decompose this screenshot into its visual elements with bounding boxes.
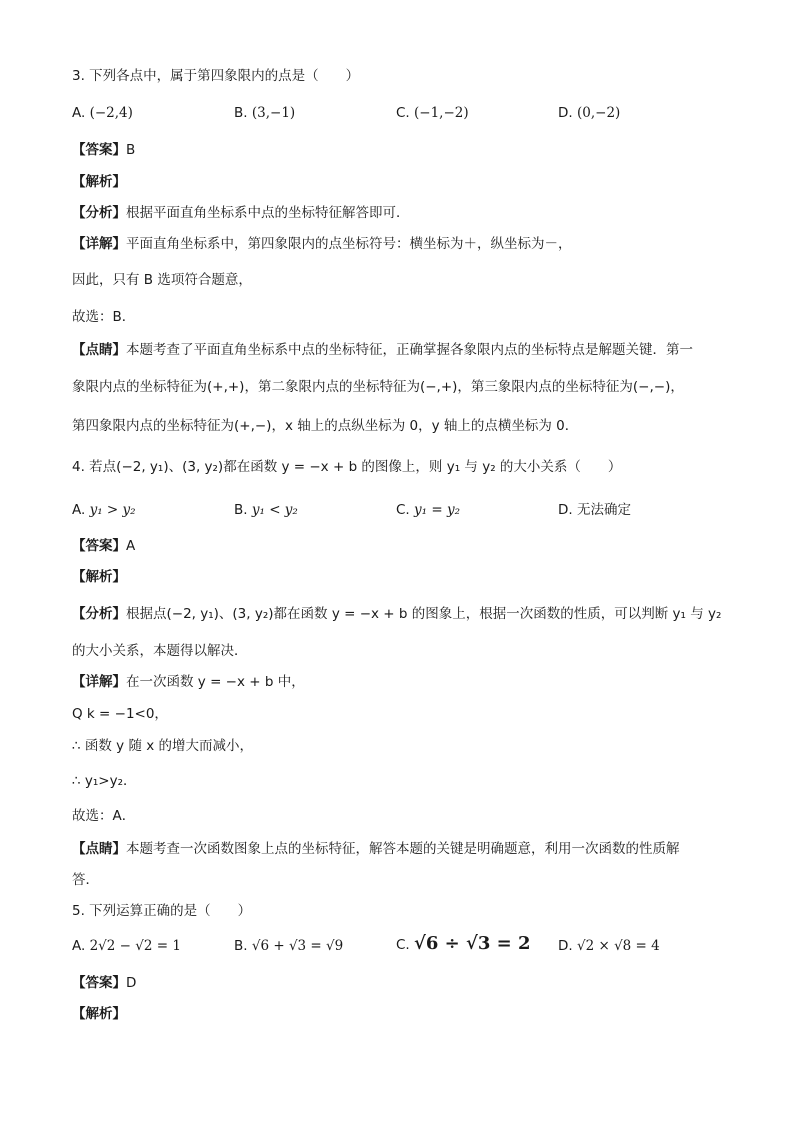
answer-tag: 【答案】 — [72, 975, 126, 991]
option-letter: B. — [234, 938, 248, 954]
q3-answer — [72, 140, 732, 160]
fenxi-tag: 【分析】 — [72, 205, 126, 221]
option-value: (3,−1) — [251, 105, 296, 121]
q4-answer — [72, 536, 732, 556]
q4-option-c[interactable] — [396, 500, 460, 520]
q4-step3: ∴ y₁>y₂． — [72, 773, 137, 789]
q4-fenxi-1 — [72, 604, 732, 624]
dianjing-tag: 【点睛】 — [72, 342, 126, 358]
answer-value: B — [126, 142, 136, 158]
option-letter: C. — [396, 105, 410, 121]
q5-answer — [72, 973, 732, 993]
q4-option-b[interactable] — [234, 500, 298, 520]
q3-dianjing-3: 第四象限内点的坐标特征为(+,−)，x 轴上的点纵坐标为 0，y 轴上的点横坐标为 0． — [72, 418, 579, 434]
fenxi-text: 根据平面直角坐标系中点的坐标特征解答即可． — [126, 205, 410, 221]
q3-fenxi — [72, 203, 732, 223]
option-value: 无法确定 — [576, 502, 631, 518]
option-value: √2 × √8 = 4 — [576, 938, 660, 954]
answer-tag: 【答案】 — [72, 538, 126, 554]
option-value: (−2,4) — [89, 105, 133, 121]
q3-jiexi-tag — [72, 172, 732, 192]
q5-option-c[interactable] — [396, 934, 530, 955]
q3-option-a[interactable] — [72, 103, 133, 123]
q3-line2: 因此，只有 B 选项符合题意， — [72, 272, 252, 288]
option-value: (0,−2) — [576, 105, 621, 121]
xiangjie-text: 在一次函数 y = −x + b 中， — [126, 674, 305, 690]
answer-value: A — [126, 538, 136, 554]
q4-stem: 4. 若点(−2, y₁)、(3, y₂)都在函数 y = −x + b 的图像上，则 y₁ 与 y₂ 的大小关系（ ） — [72, 459, 622, 475]
q5-option-d[interactable] — [558, 936, 660, 956]
q4-choose: 故选：A． — [72, 808, 136, 824]
option-letter: C. — [396, 937, 410, 953]
option-letter: B. — [234, 105, 248, 121]
option-value: √6 ÷ √3 = 2 — [414, 933, 531, 954]
option-letter: D. — [558, 502, 573, 518]
q3-xiangjie — [72, 234, 732, 254]
option-letter: A. — [72, 105, 86, 121]
xiangjie-tag: 【详解】 — [72, 674, 126, 690]
q3-dianjing-1 — [72, 340, 732, 360]
dianjing-text: 本题考查一次函数图象上点的坐标特征，解答本题的关键是明确题意，利用一次函数的性质解 — [126, 841, 680, 857]
option-letter: A. — [72, 938, 86, 954]
option-value: √6 + √3 = √9 — [251, 938, 344, 954]
q4-dianjing-2: 答． — [72, 872, 99, 888]
fenxi-text: 根据点(−2, y₁)、(3, y₂)都在函数 y = −x + b 的图象上，根据一次函数的性质，可以判断 y₁ 与 y₂ — [126, 606, 722, 622]
fenxi-tag: 【分析】 — [72, 606, 126, 622]
jiexi-tag: 【解析】 — [72, 569, 126, 585]
option-value: y₁ = y₂ — [414, 502, 460, 518]
option-letter: D. — [558, 105, 573, 121]
q4-option-a[interactable] — [72, 500, 136, 520]
q3-dianjing-2: 象限内点的坐标特征为(+,+)，第二象限内点的坐标特征为(−,+)，第三象限内点的坐标特征为(−,−)， — [72, 379, 684, 395]
answer-tag: 【答案】 — [72, 142, 126, 158]
q4-dianjing-1 — [72, 839, 732, 859]
q4-step1: Q k = −1<0， — [72, 706, 168, 722]
q3-stem: 3. 下列各点中，属于第四象限内的点是（ ） — [72, 68, 360, 84]
q4-step2: ∴ 函数 y 随 x 的增大而减小， — [72, 738, 254, 754]
jiexi-tag: 【解析】 — [72, 174, 126, 190]
q4-option-d[interactable] — [558, 500, 631, 520]
option-letter: B. — [234, 502, 248, 518]
q5-jiexi-tag — [72, 1004, 732, 1024]
option-value: y₁ < y₂ — [251, 502, 298, 518]
q4-fenxi-2: 的大小关系，本题得以解决． — [72, 643, 248, 659]
q3-option-c[interactable] — [396, 103, 469, 123]
dianjing-tag: 【点睛】 — [72, 841, 126, 857]
q4-jiexi-tag — [72, 567, 732, 587]
xiangjie-tag: 【详解】 — [72, 236, 126, 252]
option-letter: C. — [396, 502, 410, 518]
option-value: (−1,−2) — [414, 105, 469, 121]
q3-option-b[interactable] — [234, 103, 295, 123]
xiangjie-text: 平面直角坐标系中，第四象限内的点坐标符号：横坐标为＋，纵坐标为－， — [126, 236, 572, 252]
answer-value: D — [126, 975, 137, 991]
q5-option-b[interactable] — [234, 936, 343, 956]
q3-option-d[interactable] — [558, 103, 620, 123]
q5-option-a[interactable] — [72, 936, 181, 956]
q4-xiangjie — [72, 672, 732, 692]
option-value: 2√2 − √2 = 1 — [89, 938, 181, 954]
option-letter: A. — [72, 502, 86, 518]
q3-choose: 故选：B． — [72, 309, 136, 325]
option-value: y₁ > y₂ — [89, 502, 136, 518]
q5-stem: 5. 下列运算正确的是（ ） — [72, 903, 252, 919]
dianjing-text: 本题考查了平面直角坐标系中点的坐标特征，正确掌握各象限内点的坐标特点是解题关键．第一 — [126, 342, 693, 358]
jiexi-tag: 【解析】 — [72, 1006, 126, 1022]
option-letter: D. — [558, 938, 573, 954]
